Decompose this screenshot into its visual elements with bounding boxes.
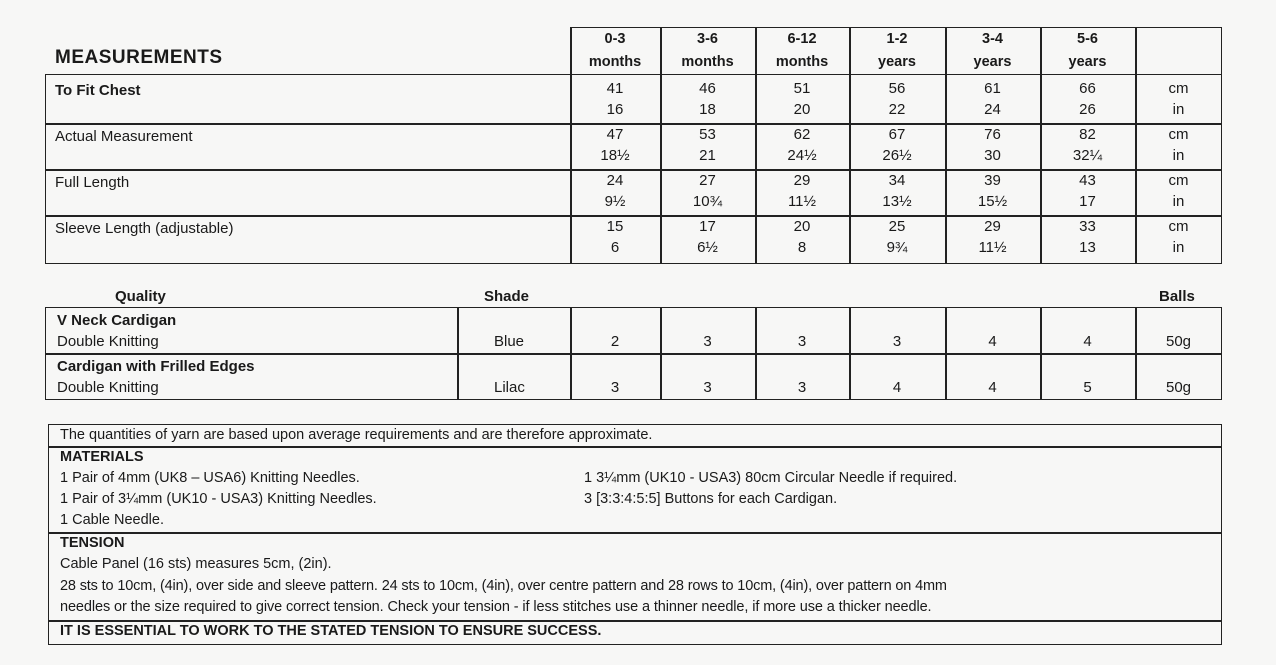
tension-line: 28 sts to 10cm, (4in), over side and sleeve pattern. 24 sts to 10cm, (4in), over centre pattern and 28 rows to 10cm, (4in), over pattern on 4mm — [60, 578, 947, 594]
row-label: To Fit Chest — [55, 82, 141, 99]
shade-header: Shade — [484, 288, 530, 305]
value-cell: 67 26½ — [882, 126, 912, 164]
value-cell: 62 24½ — [787, 126, 817, 164]
value-cell: 76 30 — [984, 126, 1001, 164]
balls-cell: 2 — [610, 333, 620, 350]
balls-cell: 3 — [703, 379, 712, 396]
unit-cell: cm in — [1168, 80, 1189, 118]
value-cell: 51 20 — [793, 80, 811, 118]
yarn-name: Cardigan with Frilled Edges — [57, 358, 255, 375]
row-label: Full Length — [55, 174, 130, 191]
value-cell: 43 17 — [1079, 172, 1096, 210]
balls-cell: 3 — [892, 333, 902, 350]
value-cell: 24 9½ — [604, 172, 626, 210]
value-cell: 61 24 — [984, 80, 1001, 118]
quality-header: Quality — [115, 288, 166, 305]
value-cell: 82 32¼ — [1072, 126, 1103, 164]
row-label: Actual Measurement — [55, 128, 193, 145]
tension-heading: TENSION — [60, 535, 125, 551]
balls-cell: 3 — [797, 333, 807, 350]
size-header-4: 3-4 years — [973, 31, 1012, 70]
tension-line: needles or the size required to give correct tension. Check your tension - if less stitches use a thinner needle, if more use a thicker needle. — [60, 599, 932, 615]
essential-note: IT IS ESSENTIAL TO WORK TO THE STATED TENSION TO ENSURE SUCCESS. — [60, 623, 602, 639]
value-cell: 17 6½ — [697, 218, 718, 256]
value-cell: 53 21 — [699, 126, 716, 164]
materials-item: 1 Cable Needle. — [60, 512, 164, 528]
value-cell: 27 10¾ — [692, 172, 723, 210]
balls-cell: 4 — [988, 333, 997, 350]
balls-header: Balls — [1159, 288, 1195, 305]
unit-cell: cm in — [1168, 126, 1189, 164]
value-cell: 41 16 — [606, 80, 624, 118]
tension-line: Cable Panel (16 sts) measures 5cm, (2in). — [60, 556, 332, 572]
materials-item: 1 Pair of 4mm (UK8 – USA6) Knitting Needles. — [60, 470, 360, 486]
size-header-3: 1-2 years — [878, 31, 916, 70]
balls-cell: 5 — [1083, 379, 1092, 396]
balls-cell: 4 — [892, 379, 902, 396]
row-label: Sleeve Length (adjustable) — [55, 220, 234, 237]
unit-cell: cm in — [1168, 172, 1189, 210]
size-header-1: 3-6 months — [681, 31, 734, 70]
balls-cell: 4 — [1083, 333, 1092, 350]
balls-unit: 50g — [1165, 333, 1192, 350]
size-header-5: 5-6 years — [1068, 31, 1107, 70]
value-cell: 34 13½ — [882, 172, 912, 210]
quantities-note: The quantities of yarn are based upon average requirements and are therefore approximate. — [60, 427, 653, 443]
value-cell: 29 11½ — [787, 172, 817, 210]
balls-cell: 4 — [988, 379, 997, 396]
yarn-name: V Neck Cardigan — [57, 312, 177, 329]
value-cell: 46 18 — [699, 80, 716, 118]
size-header-2: 6-12 months — [775, 31, 829, 70]
unit-cell: cm in — [1168, 218, 1189, 256]
value-cell: 33 13 — [1079, 218, 1096, 256]
value-cell: 25 9¾ — [886, 218, 908, 256]
materials-item: 1 3¼mm (UK10 - USA3) 80cm Circular Needle if required. — [584, 470, 958, 486]
value-cell: 66 26 — [1079, 80, 1096, 118]
value-cell: 15 6 — [606, 218, 624, 256]
value-cell: 20 8 — [793, 218, 811, 256]
balls-cell: 3 — [703, 333, 712, 350]
value-cell: 56 22 — [888, 80, 906, 118]
value-cell: 47 18½ — [600, 126, 630, 164]
yarn-shade: Blue — [494, 333, 525, 350]
size-header-0: 0-3 months — [588, 31, 642, 70]
value-cell: 39 15½ — [977, 172, 1008, 210]
yarn-shade: Lilac — [494, 379, 525, 396]
materials-item: 3 [3:3:4:5:5] Buttons for each Cardigan. — [584, 491, 838, 507]
value-cell: 29 11½ — [978, 218, 1007, 256]
balls-cell: 3 — [610, 379, 620, 396]
yarn-type: Double Knitting — [57, 379, 159, 396]
materials-item: 1 Pair of 3¼mm (UK10 - USA3) Knitting Needles. — [60, 491, 377, 507]
materials-heading: MATERIALS — [60, 449, 144, 465]
yarn-type: Double Knitting — [57, 333, 159, 350]
balls-cell: 3 — [797, 379, 807, 396]
balls-unit: 50g — [1165, 379, 1192, 396]
measurements-title: MEASUREMENTS — [55, 47, 223, 68]
